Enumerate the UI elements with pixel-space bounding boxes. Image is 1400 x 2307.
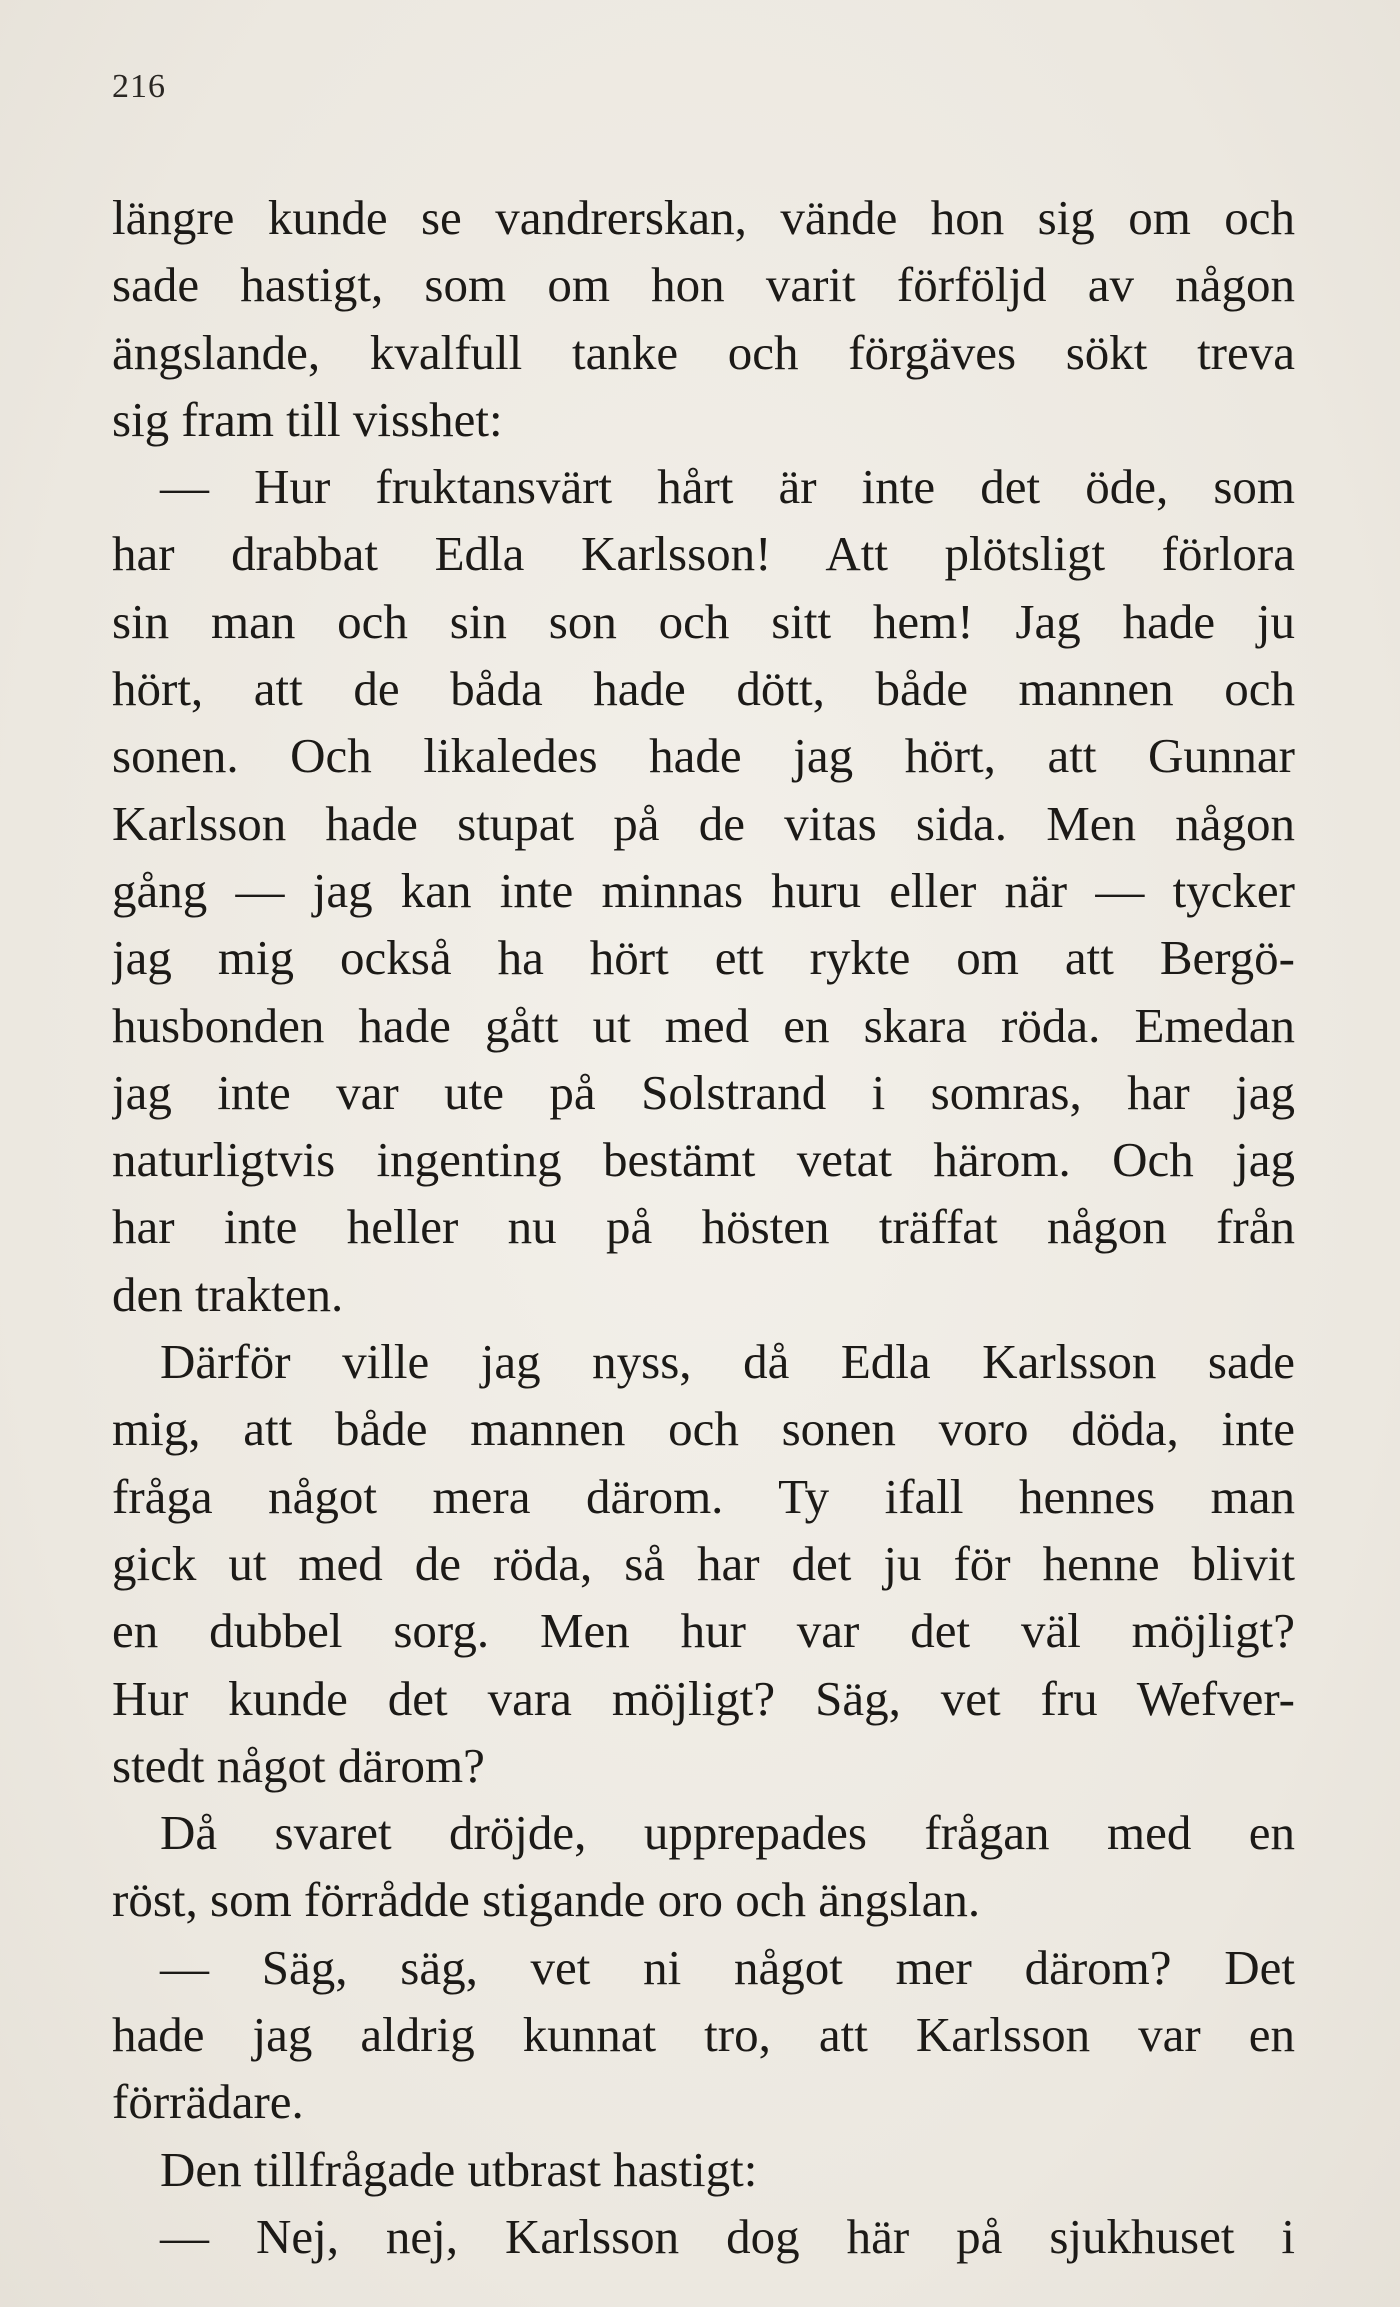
- text-line: gick ut med de röda, så har det ju för henne blivit: [112, 1535, 1295, 1591]
- text-line: fråga något mera därom. Ty ifall hennes man: [112, 1468, 1295, 1524]
- text-line: Därför ville jag nyss, då Edla Karlsson sade: [160, 1334, 1295, 1390]
- text-line: hört, att de båda hade dött, både mannen och: [112, 661, 1295, 717]
- text-line: husbonden hade gått ut med en skara röda. Emedan: [112, 997, 1295, 1053]
- text-line: sig fram till visshet:: [112, 391, 503, 447]
- text-line: ängslande, kvalfull tanke och förgäves sökt treva: [112, 324, 1295, 380]
- text-line: en dubbel sorg. Men hur var det väl möjligt?: [112, 1603, 1295, 1659]
- body-text: [112, 184, 1295, 2270]
- text-line: har inte heller nu på hösten träffat någon från: [112, 1199, 1295, 1255]
- text-line: gång — jag kan inte minnas huru eller när — tycker: [112, 862, 1295, 918]
- text-line: Hur kunde det vara möjligt? Säg, vet fru Wefver-: [112, 1670, 1295, 1726]
- text-line: Den tillfrågade utbrast hastigt:: [160, 2141, 758, 2197]
- text-line: Då svaret dröjde, upprepades frågan med en: [160, 1805, 1295, 1861]
- text-line: mig, att både mannen och sonen voro döda, inte: [112, 1401, 1295, 1457]
- text-line: Karlsson hade stupat på de vitas sida. Men någon: [112, 795, 1295, 851]
- text-line: längre kunde se vandrerskan, vände hon sig om och: [112, 190, 1295, 245]
- text-line: sade hastigt, som om hon varit förföljd av någon: [112, 257, 1295, 313]
- text-line: — Hur fruktansvärt hårt är inte det öde, som: [160, 459, 1295, 515]
- text-line: — Nej, nej, Karlsson dog här på sjukhuset i: [160, 2208, 1295, 2264]
- text-line: sin man och sin son och sitt hem! Jag hade ju: [112, 593, 1295, 649]
- text-line: hade jag aldrig kunnat tro, att Karlsson var en: [112, 2007, 1295, 2063]
- text-line: naturligtvis ingenting bestämt vetat härom. Och jag: [112, 1132, 1295, 1188]
- text-line: har drabbat Edla Karlsson! Att plötsligt förlora: [112, 526, 1295, 582]
- text-line: stedt något därom?: [112, 1737, 485, 1793]
- text-line: — Säg, säg, vet ni något mer därom? Det: [160, 1939, 1295, 1995]
- text-line: sonen. Och likaledes hade jag hört, att Gunnar: [112, 728, 1295, 784]
- text-line: den trakten.: [112, 1266, 344, 1322]
- text-line: jag mig också ha hört ett rykte om att Bergö-: [112, 930, 1295, 986]
- text-line: förrädare.: [112, 2074, 304, 2130]
- text-line: röst, som förrådde stigande oro och ängslan.: [112, 1872, 981, 1928]
- page-number: 216: [112, 68, 166, 105]
- text-line: jag inte var ute på Solstrand i somras, har jag: [112, 1064, 1295, 1120]
